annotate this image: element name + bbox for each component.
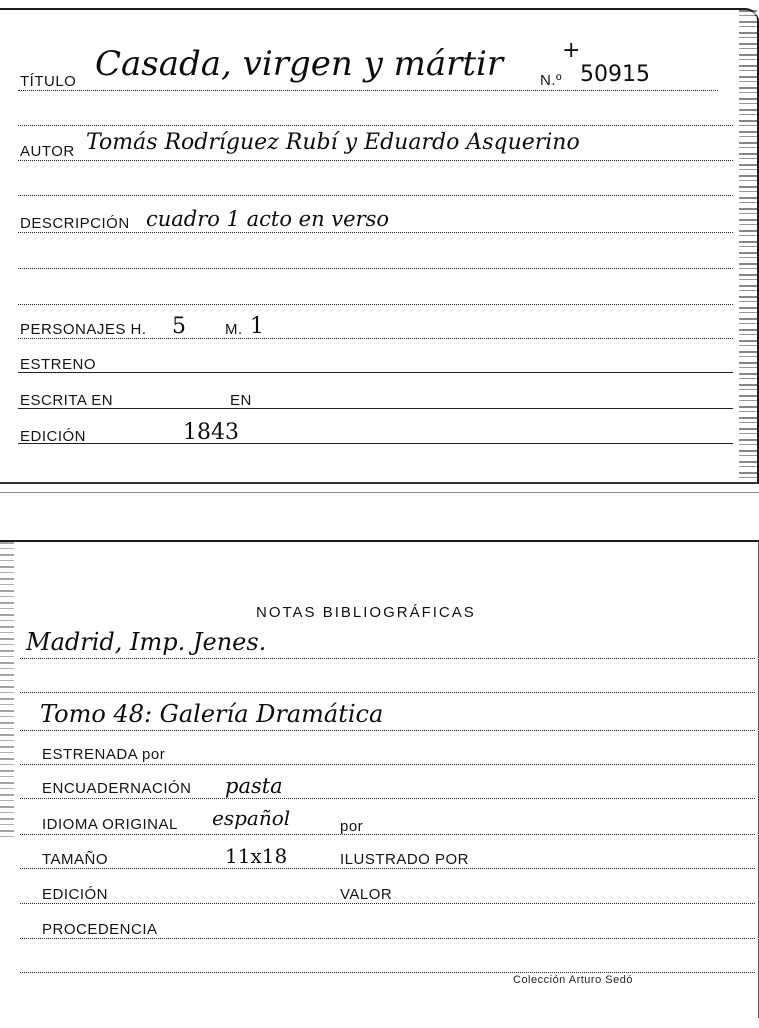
descripcion-label: DESCRIPCIÓN [20,215,130,232]
rule [18,125,733,126]
titulo-rule [18,90,718,91]
escrita-label: ESCRITA EN [20,392,114,409]
autor-label: AUTOR [20,143,75,160]
numero-label: N.º [540,72,562,89]
collection-credit: Colección Arturo Sedó [513,974,633,986]
estrenada-label: ESTRENADA por [42,746,166,763]
autor-rule [18,160,733,161]
estreno-rule [18,372,733,373]
personajes-m-value: 1 [250,314,264,339]
encuadernacion-rule [20,798,755,799]
note-rule-2 [20,730,755,731]
numero-value: 50915 [580,62,650,87]
card-divider [0,492,759,493]
escrita-rule [18,408,733,409]
personajes-label: PERSONAJES H. [20,321,147,338]
cross-mark: + [562,38,581,63]
encuadernacion-value: pasta [225,774,283,798]
edicion-rule [18,443,733,444]
rule [18,195,733,196]
note-line-2: Tomo 48: Galería Dramática [40,700,384,728]
personajes-h-value: 5 [172,314,186,339]
idioma-label: IDIOMA ORIGINAL [42,816,178,833]
procedencia-label: PROCEDENCIA [42,921,158,938]
titulo-value: Casada, virgen y mártir [95,44,504,84]
notas-heading: NOTAS BIBLIOGRÁFICAS [256,604,476,621]
personajes-rule [18,338,733,339]
note-rule-1 [20,658,755,659]
tamano-label: TAMAÑO [42,851,109,868]
por-label: por [340,818,364,835]
rule [20,692,755,693]
en-label: EN [230,392,252,409]
autor-value: Tomás Rodríguez Rubí y Eduardo Asquerino [86,130,580,155]
edicion-rule [20,903,755,904]
scan-edge-texture [0,542,14,842]
titulo-label: TÍTULO [20,73,77,90]
valor-label: VALOR [340,886,393,903]
descripcion-value: cuadro 1 acto en verso [146,207,390,231]
descripcion-rule [18,232,733,233]
edicion-value: 1843 [183,420,239,445]
rule [20,972,755,973]
estreno-label: ESTRENO [20,356,97,373]
procedencia-rule [20,938,755,939]
edicion-label: EDICIÓN [20,428,87,445]
idioma-rule [20,834,755,835]
scan-edge-texture [739,10,757,482]
tamano-value: 11x18 [225,844,288,868]
rule [18,304,733,305]
rule [18,268,733,269]
idioma-value: español [212,806,291,830]
tamano-rule [20,868,755,869]
edicion-label-bottom: EDICIÓN [42,886,109,903]
note-line-1: Madrid, Imp. Jenes. [26,628,267,656]
personajes-m-label: M. [225,321,243,338]
encuadernacion-label: ENCUADERNACIÓN [42,780,192,797]
ilustrado-label: ILUSTRADO POR [340,851,470,868]
estrenada-rule [20,764,755,765]
